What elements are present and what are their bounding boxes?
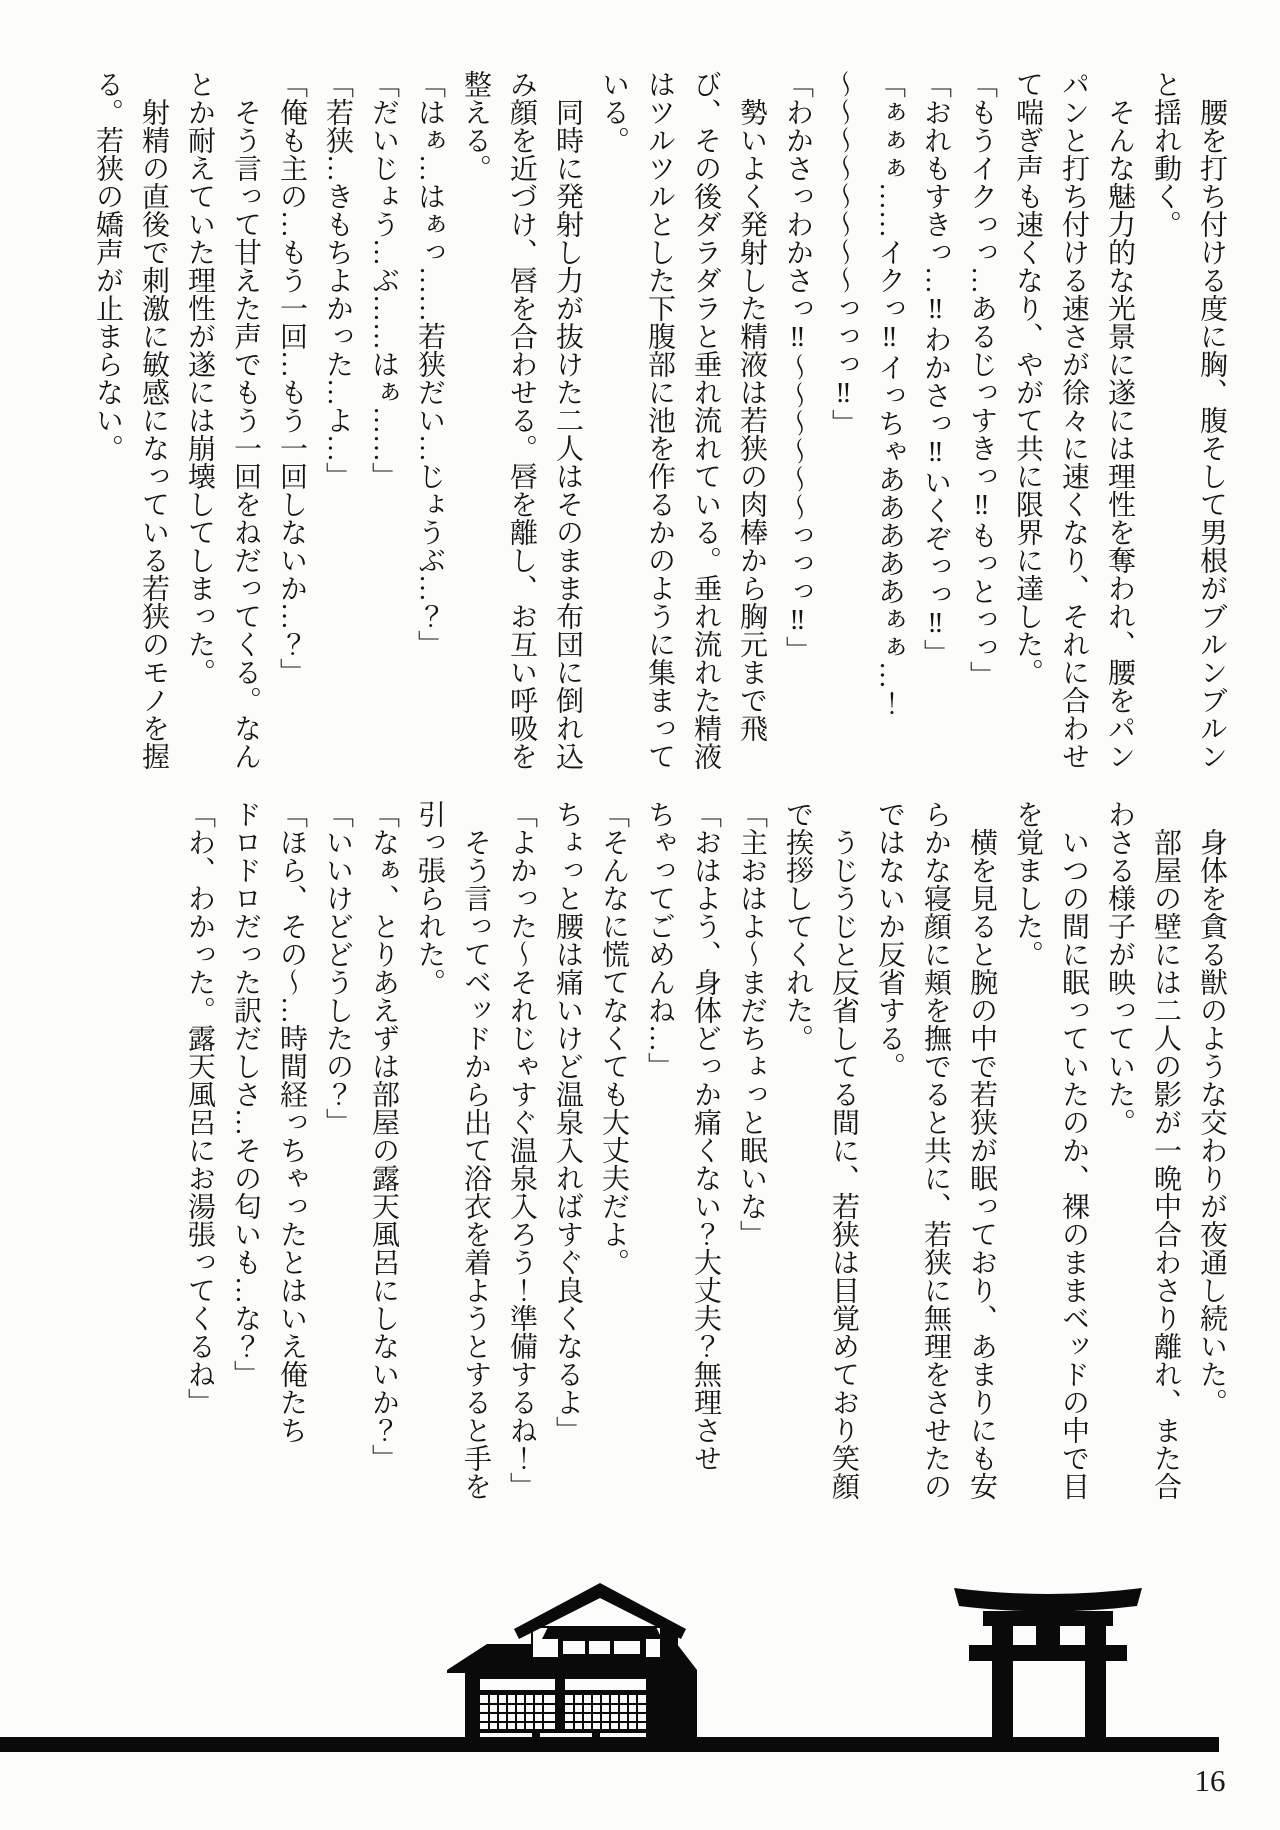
text-line: て喘ぎ声も速くなり、やがて共に限界に達した。	[1012, 70, 1043, 686]
text-line: そう言ってベッドから出て浴衣を着ようとすると手を	[460, 800, 491, 1500]
text-line: ちょっと腰は痛いけど温泉入ればすぐ良くなるよ」	[552, 800, 583, 1444]
vertical-text-block-lower	[176, 800, 1234, 1538]
vertical-text-block-upper	[84, 70, 1234, 784]
torii-gate-icon	[950, 1585, 1146, 1737]
text-line: そんな魅力的な光景に遂には理性を奪われ、腰をパン	[1104, 70, 1135, 770]
text-line: いつの間に眠っていたのか、裸のままベッドの中で目	[1058, 800, 1089, 1500]
text-line: うじうじと反省してる間に、若狭は目覚めており笑顔	[828, 800, 859, 1500]
text-line: 「もうイクっっ…あるじっすきっ‼もっとっっ」	[966, 70, 997, 689]
text-line: 「わかさっわかさっ‼〜〜〜〜〜〜っっっ‼」	[782, 70, 813, 664]
text-line: み顔を近づけ、唇を合わせる。唇を離し、お互い呼吸を	[506, 70, 537, 770]
text-line: 「はぁ…はぁっ……若狭だい…じょうぶ…？」	[414, 70, 445, 658]
text-line: 射精の直後で刺激に敏感になっている若狭のモノを握	[138, 70, 169, 770]
text-line: パンと打ち付ける速さが徐々に速くなり、それに合わせ	[1058, 70, 1089, 770]
text-line: び、その後ダラダラと垂れ流れている。垂れ流れた精液	[690, 70, 721, 770]
text-line: はツルツルとした下腹部に池を作るかのように集まって	[644, 70, 675, 770]
text-line: 「俺も主の…もう一回…もう一回しないか…？」	[276, 70, 307, 686]
text-line: 「主おはよ〜まだちょっと眠いな」	[736, 800, 767, 1248]
text-line: 「ほら、その〜…時間経っちゃったとはいえ俺たち	[276, 800, 307, 1444]
text-line: 部屋の壁には二人の影が一晩中合わさり離れ、また合	[1150, 800, 1181, 1500]
text-line: 〜〜〜〜〜〜〜〜っっっ‼」	[828, 70, 859, 437]
text-line: ではないか反省する。	[874, 800, 905, 1080]
japanese-house-icon	[388, 1583, 710, 1746]
text-line: いる。	[598, 70, 629, 154]
page-number: 16	[1194, 1763, 1226, 1798]
text-line: 身体を貪る獣のような交わりが夜通し続いた。	[1196, 800, 1227, 1416]
text-line: わさる様子が映っていた。	[1104, 800, 1135, 1136]
text-line: 「若狭…きもちよかった…よ…」	[322, 70, 353, 490]
text-line: らかな寝顔に頬を撫でると共に、若狭に無理をさせたの	[920, 800, 951, 1500]
text-line: で挨拶してくれた。	[782, 800, 813, 1052]
text-line: 腰を打ち付ける度に胸、腹そして男根がブルンブルン	[1196, 70, 1227, 770]
text-line: とか耐えていた理性が遂には崩壊してしまった。	[184, 70, 215, 686]
text-line: 「そんなに慌てなくても大丈夫だよ。	[598, 800, 629, 1276]
text-line: と揺れ動く。	[1150, 70, 1181, 238]
text-line: 「よかった〜それじゃすぐ温泉入ろう！準備するね！」	[506, 800, 537, 1500]
ground-line	[0, 1737, 1219, 1752]
text-line: 引っ張られた。	[414, 800, 445, 996]
text-line: ドロドロだった訳だしさ…その匂いも…な？」	[230, 800, 261, 1388]
text-line: 「ぁぁぁ……イクっ‼イっちゃあああああぁぁ…！	[874, 70, 905, 717]
text-line: ちゃってごめんね…」	[644, 800, 675, 1080]
text-line: 勢いよく発射した精液は若狭の肉棒から胸元まで飛	[736, 70, 767, 742]
text-line: 「おれもすきっ…‼わかさっ‼いくぞっっ‼」	[920, 70, 951, 667]
text-line: 同時に発射し力が抜けた二人はそのまま布団に倒れ込	[552, 70, 583, 770]
text-line: 「いいけどどうしたの？」	[322, 800, 353, 1136]
text-line: る。若狭の嬌声が止まらない。	[92, 70, 123, 462]
text-line: 「おはよう、身体どっか痛くない？大丈夫？無理させ	[690, 800, 721, 1472]
text-line: 「なぁ、とりあえずは部屋の露天風呂にしないか？」	[368, 800, 399, 1472]
text-line: を覚ました。	[1012, 800, 1043, 968]
text-line: 整える。	[460, 70, 491, 182]
text-line: そう言って甘えた声でもう一回をねだってくる。なん	[230, 70, 261, 770]
text-line: 横を見ると腕の中で若狭が眠っており、あまりにも安	[966, 800, 997, 1500]
text-line: 「わ、わかった。露天風呂にお湯張ってくるね」	[184, 800, 215, 1416]
text-line: 「だいじょう…ぶ……はぁ……」	[368, 70, 399, 490]
